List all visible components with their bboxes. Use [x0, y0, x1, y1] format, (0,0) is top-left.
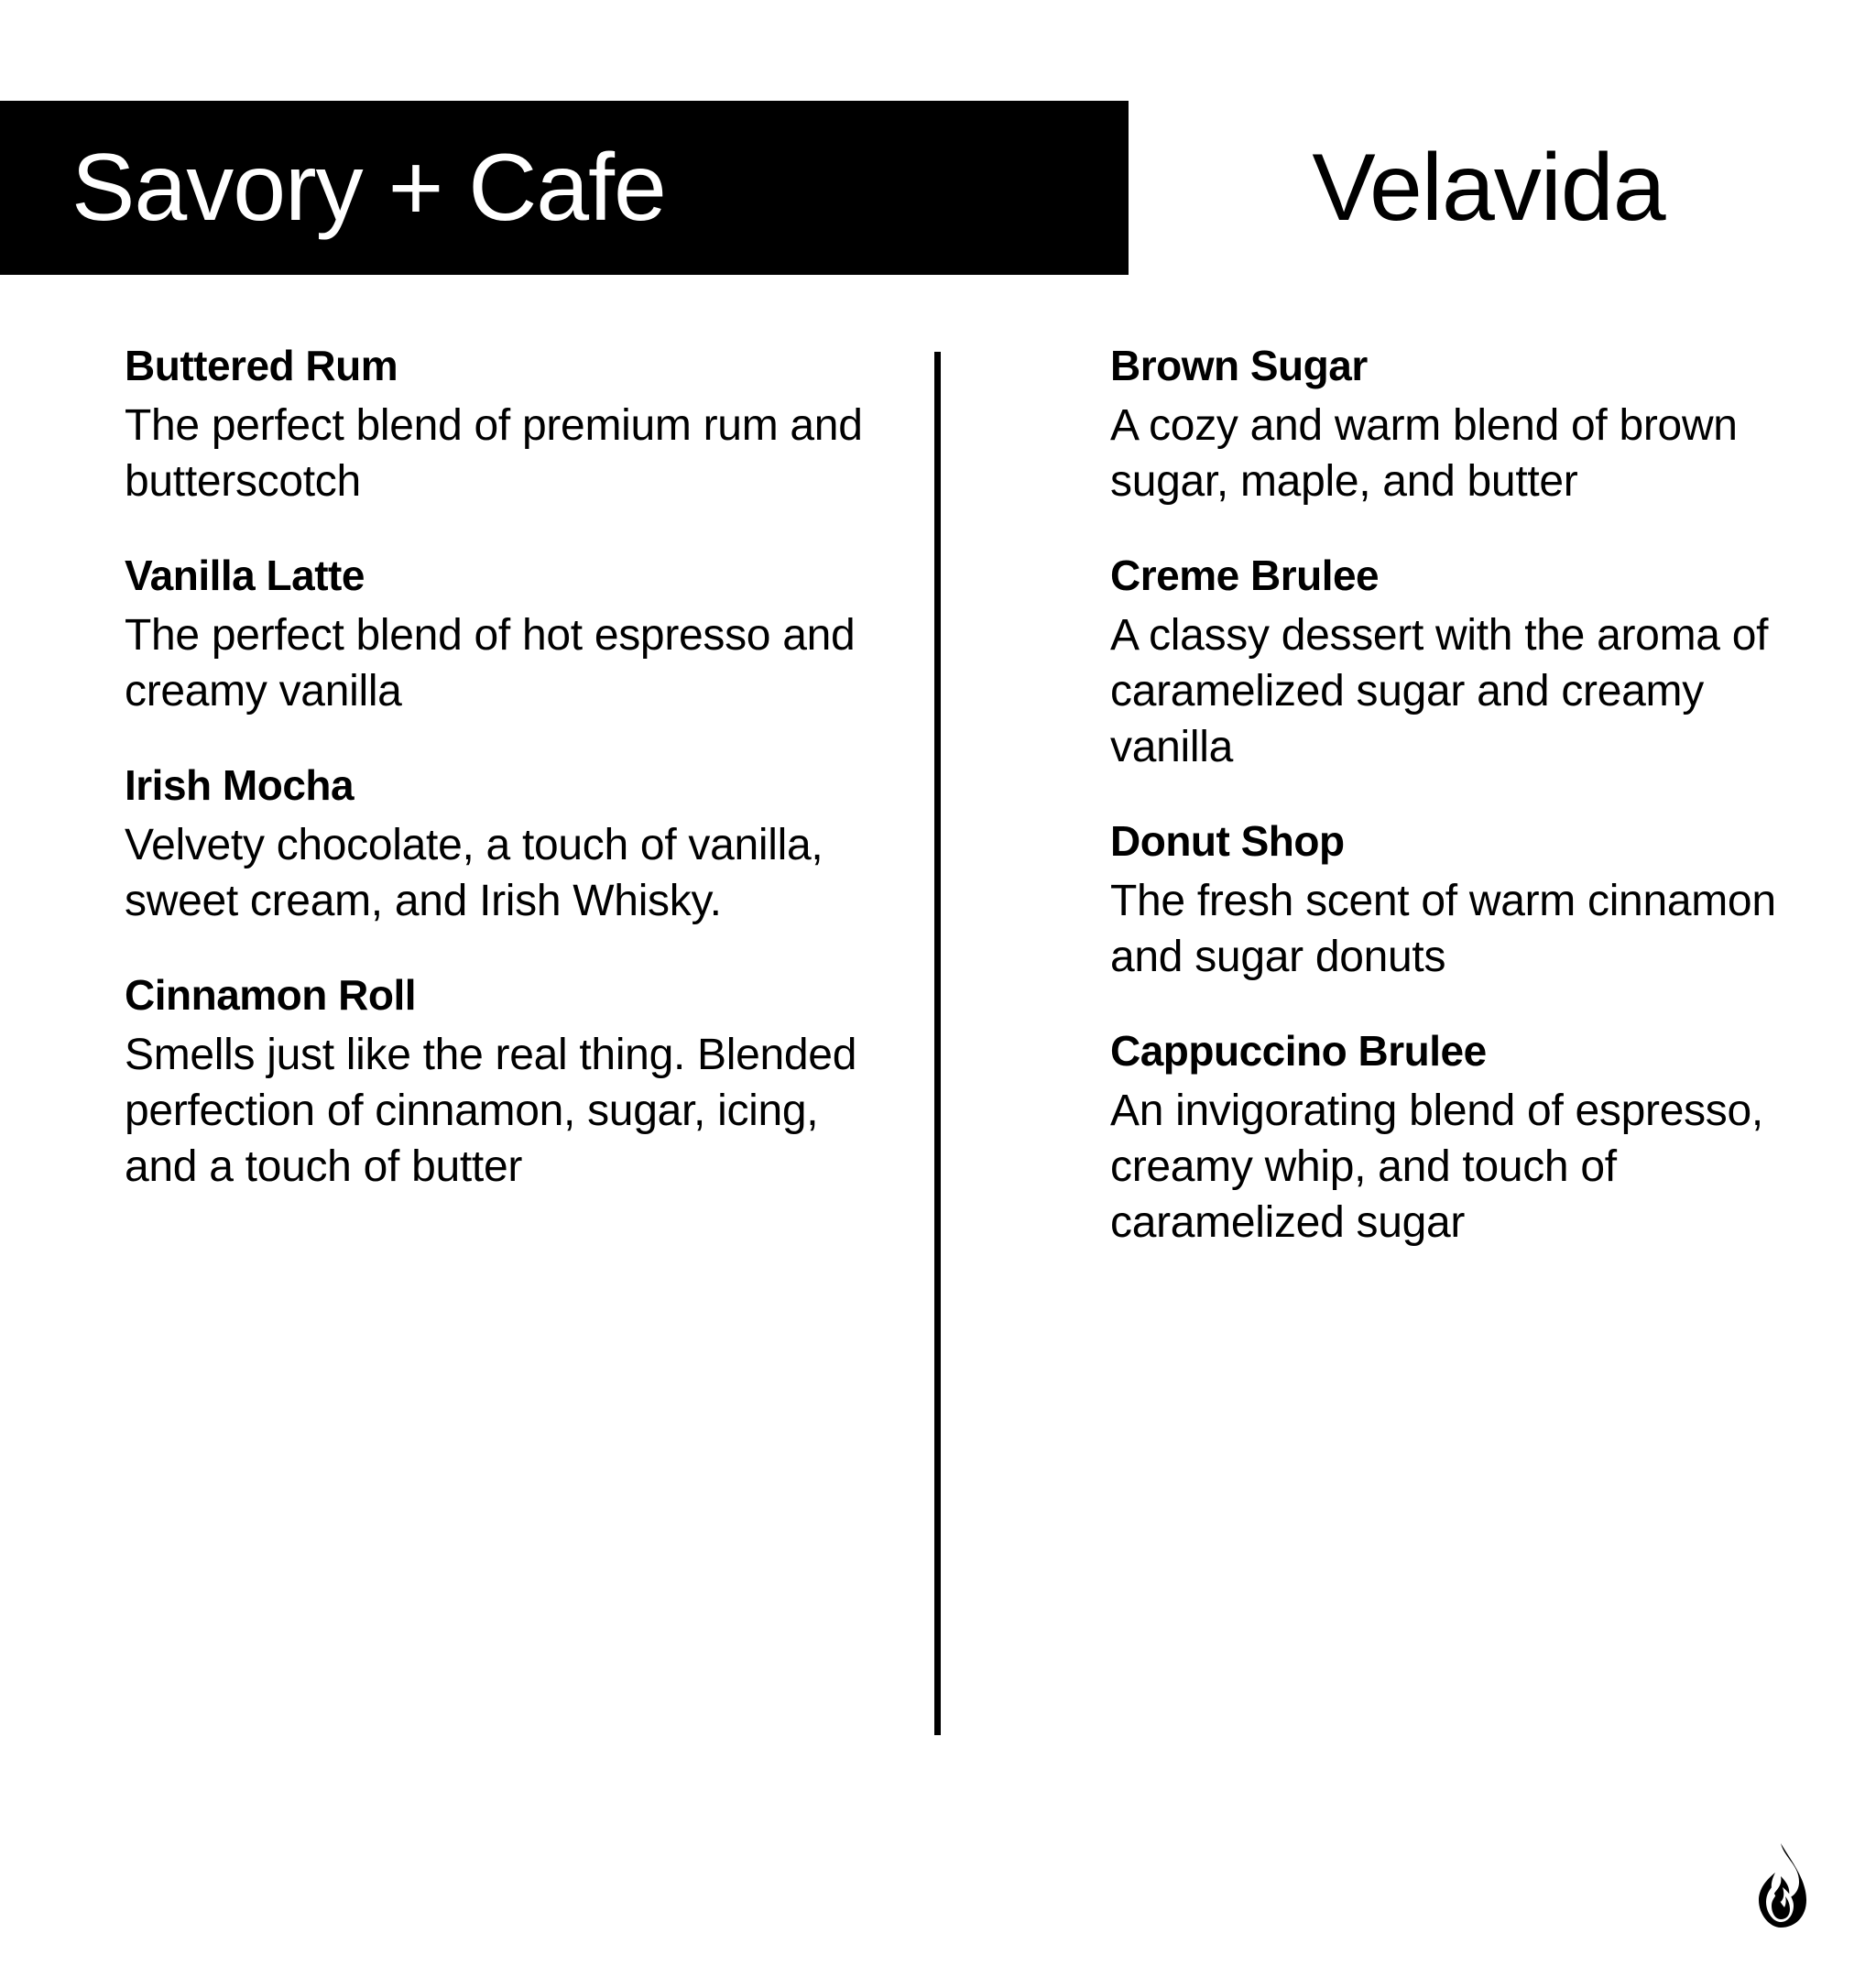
menu-item-description: A classy dessert with the aroma of caramelized sugar and creamy vanilla [1110, 611, 1769, 772]
menu-item-description: The perfect blend of hot espresso and creamy vanilla [125, 611, 856, 716]
menu-item-description: A cozy and warm blend of brown sugar, maple, and butter [1110, 401, 1738, 507]
menu-page [0, 101, 1876, 1977]
menu-item-name: Vanilla Latte [125, 552, 365, 600]
menu-item-description: An invigorating blend of espresso, creamy whip, and touch of caramelized sugar [1110, 1087, 1763, 1248]
menu-item-name: Brown Sugar [1110, 342, 1368, 389]
brand-wrap [1129, 101, 1876, 275]
column-divider [934, 352, 941, 1735]
menu-item [125, 760, 863, 930]
menu-item-description: Velvety chocolate, a touch of vanilla, sweet cream, and Irish Whisky. [125, 821, 823, 926]
header-banner [0, 101, 1129, 275]
flame-icon [1744, 1841, 1814, 1929]
menu-item [1110, 816, 1803, 986]
menu-item [125, 551, 863, 720]
menu-item [1110, 341, 1803, 510]
menu-item-description: Smells just like the real thing. Blended perfection of cinnamon, sugar, icing, and a touch of butter [125, 1031, 857, 1192]
menu-item-description: The perfect blend of premium rum and butterscotch [125, 401, 863, 507]
menu-item [125, 970, 863, 1196]
page-header [0, 101, 1876, 275]
menu-item-name: Irish Mocha [125, 761, 354, 810]
menu-column-right [964, 341, 1803, 1251]
menu-item-name: Cinnamon Roll [125, 971, 417, 1020]
menu-item-description: The fresh scent of warm cinnamon and sugar donuts [1110, 877, 1776, 982]
menu-item [125, 341, 863, 510]
menu-columns [0, 341, 1876, 1251]
page-title: Savory + Cafe [71, 135, 666, 241]
brand-name: Velavida [1312, 135, 1665, 241]
menu-column-left [125, 341, 964, 1251]
menu-item-name: Creme Brulee [1110, 552, 1380, 600]
menu-item-name: Donut Shop [1110, 817, 1345, 866]
menu-item-name: Buttered Rum [125, 342, 398, 389]
menu-item-name: Cappuccino Brulee [1110, 1027, 1487, 1076]
menu-item [1110, 1026, 1803, 1251]
menu-item [1110, 551, 1803, 776]
